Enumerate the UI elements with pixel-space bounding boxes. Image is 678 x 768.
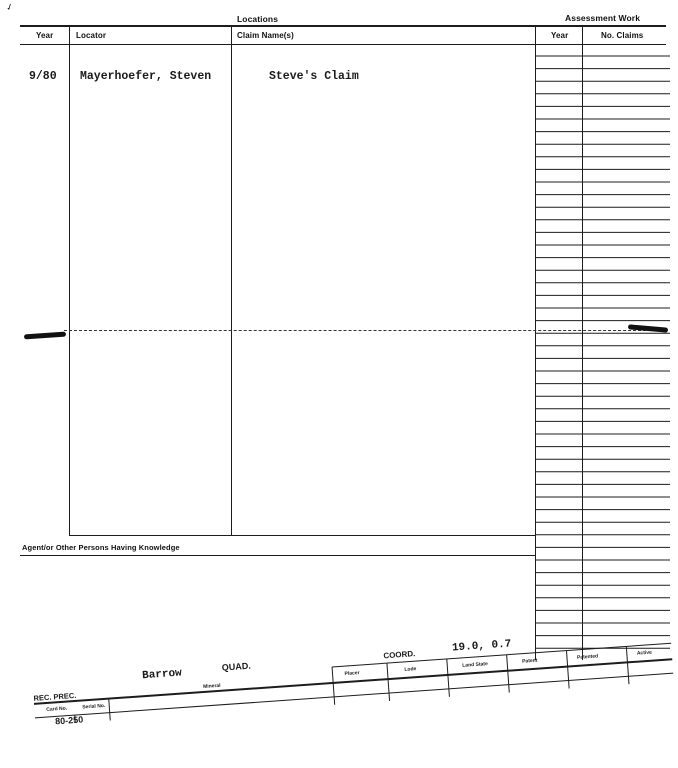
- stamp-patented: Patented: [576, 653, 599, 661]
- entry-year: 9/80: [29, 70, 57, 83]
- agent-label: Agent/or Other Persons Having Knowledge: [22, 543, 180, 552]
- corner-check-mark: ✓: [4, 1, 15, 14]
- stamp-patent: Patent: [521, 657, 538, 665]
- assessment-work-grid: [535, 44, 670, 664]
- stamp-active: Active: [636, 649, 653, 657]
- assessment-work-header: Assessment Work: [565, 13, 641, 23]
- locations-header: Locations: [237, 14, 279, 24]
- stamp-lode: Lode: [404, 666, 417, 673]
- col-locator-header: Locator: [76, 31, 107, 40]
- stamp-rec-prec: REC. PREC.: [33, 690, 77, 703]
- left-marker: [24, 332, 66, 340]
- top-rule: [20, 25, 666, 27]
- stamp-quad-label: QUAD.: [221, 660, 252, 673]
- entry-locator: Mayerhoefer, Steven: [80, 70, 212, 83]
- claim-column-line: [231, 25, 232, 535]
- stamp-coord-value: 19.0, 0.7: [451, 638, 512, 655]
- col-claim-names-header: Claim Name(s): [237, 31, 294, 40]
- locations-bottom-rule: [69, 535, 535, 536]
- col-aw-no-claims-header: No. Claims: [601, 31, 644, 40]
- stamp-placer: Placer: [344, 670, 360, 678]
- agent-rule: [20, 555, 535, 556]
- col-year-header: Year: [36, 31, 54, 40]
- index-stamp: [30, 603, 678, 768]
- stamp-land-state: Land State: [462, 661, 489, 669]
- stamp-quad-name: Barrow: [141, 667, 183, 683]
- stamp-card-number: 80-250: [54, 714, 84, 727]
- entry-claim-name: Steve's Claim: [269, 70, 359, 83]
- locator-column-line: [69, 25, 70, 535]
- stamp-card-no: Card No.: [46, 705, 68, 714]
- stamp-serial-no: Serial No.: [82, 702, 106, 711]
- stamp-coord-label: COORD.: [383, 649, 416, 661]
- col-aw-year-header: Year: [551, 31, 569, 40]
- stamp-mineral: Mineral: [202, 682, 221, 691]
